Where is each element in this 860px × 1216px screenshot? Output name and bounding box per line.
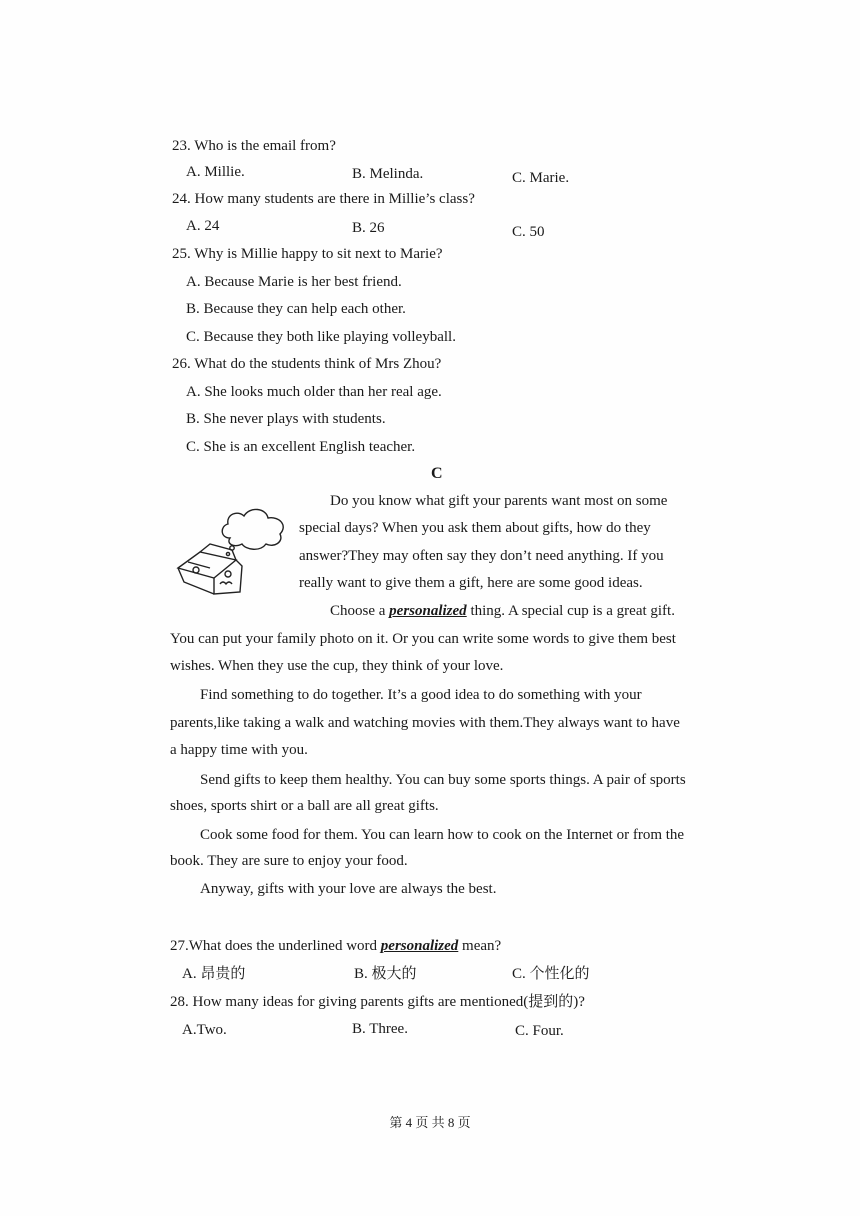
paragraph-3-line: a happy time with you. — [170, 742, 308, 758]
paragraph-6: Anyway, gifts with your love are always the best. — [200, 881, 497, 897]
option-b: B. She never plays with students. — [186, 411, 386, 427]
question-24 — [172, 189, 475, 209]
option-a: A. 24 — [186, 218, 220, 234]
option-b: B. 极大的 — [354, 966, 417, 982]
paragraph-2-line: You can put your family photo on it. Or you can write some words to give them best — [170, 631, 676, 647]
option-b: B. Three. — [352, 1021, 408, 1037]
question-number: 26. — [172, 356, 191, 372]
option-b: B. Melinda. — [352, 166, 424, 182]
paragraph-2-first-line — [330, 598, 675, 626]
question-27 — [170, 936, 501, 956]
option-b: B. Because they can help each other. — [186, 301, 406, 317]
gift-box-illustration — [170, 496, 292, 602]
page-footer: 第 4 页 共 8 页 — [389, 1115, 471, 1130]
intro-line-3: answer?They may often say they don’t need anything. If you — [299, 548, 664, 564]
text-segment: thing. A special cup is a great gift. — [466, 603, 675, 619]
question-text: What do the students think of Mrs Zhou? — [194, 356, 442, 372]
option-c: C. Because they both like playing volleyball. — [186, 329, 456, 345]
option-c: C. Four. — [515, 1023, 564, 1039]
option-c: C. 个性化的 — [512, 966, 590, 982]
option-c: C. She is an excellent English teacher. — [186, 439, 416, 455]
underlined-word: personalized — [389, 603, 467, 619]
intro-line-2: special days? When you ask them about gifts, how do they — [299, 520, 651, 536]
paragraph-2-line: wishes. When they use the cup, they think of your love. — [170, 658, 504, 674]
question-text: How many students are there in Millie’s class? — [194, 191, 475, 207]
paragraph-3-line: Find something to do together. It’s a good idea to do something with your — [200, 687, 642, 703]
question-number: 23. — [172, 138, 191, 154]
option-a: A. Because Marie is her best friend. — [186, 274, 402, 290]
intro-line-1: Do you know what gift your parents want most on some — [330, 493, 668, 509]
paragraph-4-line: Send gifts to keep them healthy. You can buy some sports things. A pair of sports — [200, 772, 686, 788]
text-segment: 27.What does the underlined word — [170, 938, 381, 954]
text-segment: Choose a — [330, 603, 390, 619]
question-text: Who is the email from? — [194, 138, 336, 154]
paragraph-5-line: book. They are sure to enjoy your food. — [170, 853, 408, 869]
paragraph-3-line: parents,like taking a walk and watching movies with them.They always want to have — [170, 715, 680, 731]
option-c: C. Marie. — [512, 170, 570, 186]
section-letter: C — [431, 465, 443, 482]
text-segment: mean? — [458, 938, 502, 954]
option-b: B. 26 — [352, 220, 385, 236]
option-a: A. 昂贵的 — [182, 966, 246, 982]
intro-line-4: really want to give them a gift, here are some good ideas. — [299, 575, 643, 591]
question-text: Why is Millie happy to sit next to Marie? — [194, 246, 443, 262]
question-number: 25. — [172, 246, 191, 262]
paragraph-5-line: Cook some food for them. You can learn how to cook on the Internet or from the — [200, 827, 685, 843]
underlined-word: personalized — [380, 938, 459, 954]
option-c: C. 50 — [512, 224, 545, 240]
question-25 — [172, 244, 443, 264]
question-26 — [172, 354, 441, 374]
option-a: A.Two. — [182, 1022, 227, 1038]
question-number: 24. — [172, 191, 191, 207]
option-a: A. Millie. — [186, 164, 245, 180]
paragraph-4-line: shoes, sports shirt or a ball are all great gifts. — [170, 798, 439, 814]
question-23 — [172, 136, 336, 156]
option-a: A. She looks much older than her real age. — [186, 384, 442, 400]
question-28: 28. How many ideas for giving parents gifts are mentioned(提到的)? — [170, 994, 585, 1010]
